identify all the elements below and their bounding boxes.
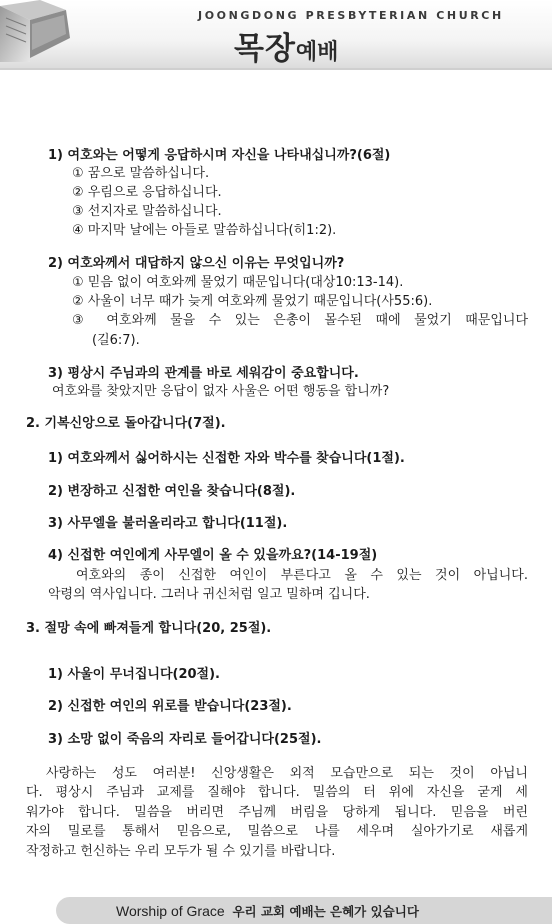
footer-banner [56,897,552,924]
section-2-item: 3) 사무엘을 불러올리라고 합니다(11절). [48,516,288,531]
footer-text [116,902,419,920]
section-3-item: 2) 신접한 여인의 위로를 받습니다(23절). [48,699,292,714]
section-2-paragraph-continued: 악령의 역사입니다. 그러나 귀신처럼 일고 밀하며 깁니다. [48,587,370,602]
list-item: ③ 선지자로 말씀하십니다. [72,204,222,219]
title-sub: 예배 [295,40,339,65]
footer-english: Worship of Grace [116,903,225,919]
question-3-text: 여호와를 찾았지만 응답이 없자 사울은 어떤 행동을 합니까? [52,384,390,399]
section-3-item: 3) 소망 없이 죽음의 자리로 들어갑니다(25절). [48,732,322,747]
title-main: 목장 [234,31,296,67]
list-item: ① 믿음 없이 여호와께 물었기 때문입니다(대상10:13-14). [72,275,404,290]
section-2-item: 1) 여호와께서 싫어하시는 신접한 자와 박수를 찾습니다(1절). [48,451,405,466]
closing-paragraph: 작정하고 헌신하는 우리 모두가 될 수 있기를 바랍니다. [26,844,336,859]
list-item: ② 사울이 너무 때가 늦게 여호와께 물었기 때문입니다(사55:6). [72,294,433,309]
closing-paragraph: 자의 밀로를 통해서 믿음으로, 밀씀으로 나를 세우며 실아가기로 새롭게 [26,824,528,839]
church-name: JOONGDONG PRESBYTERIAN CHURCH [198,9,504,22]
section-2-heading: 2. 기복신앙으로 돌아갑니다(7절). [26,416,226,431]
question-2: 2) 여호와께서 대답하지 않으신 이유는 무엇입니까? [48,256,345,271]
question-3: 3) 평상시 주님과의 관계를 바로 세워감이 중요합니다. [48,366,359,381]
closing-paragraph: 다. 평상시 주님과 교제를 질해야 합니다. 밀씀의 터 위에 자신을 굳게 세 [26,785,528,800]
section-2-item: 4) 신접한 여인에게 사무엘이 올 수 있을까요?(14-19절) [48,548,378,563]
footer-korean: 우리 교회 예배는 은혜가 있습니다 [232,904,419,919]
section-2-item: 2) 변장하고 신접한 여인을 찾습니다(8절). [48,484,296,499]
section-3-heading: 3. 절망 속에 빠져들게 합니다(20, 25절). [26,621,272,636]
list-item: ② 우림으로 응답하십니다. [72,185,222,200]
list-item: ③ 여호와께 물을 수 있는 은총이 몰수된 때에 물었기 때문입니다 [72,313,528,328]
closing-paragraph: 워가야 합니다. 밀씀을 버리면 주님께 버림을 당하게 됩니다. 믿음을 버린 [26,805,528,820]
closing-paragraph: 사랑하는 성도 여러분! 신앙생활은 외적 모습만으로 되는 것이 아닙니 [46,766,528,781]
list-item: ④ 마지막 날에는 아들로 말씀하십니다(히1:2). [72,223,337,238]
section-3-item: 1) 사울이 무너집니다(20절). [48,667,220,682]
section-2-paragraph: 여호와의 종이 신접한 여인이 부른다고 올 수 있는 것이 아닙니다. [76,568,528,583]
list-item: ① 꿈으로 말씀하십니다. [72,166,210,181]
question-1: 1) 여호와는 어떻게 응답하시며 자신을 나타내십니까?(6절) [48,148,391,163]
list-item-continued: (길6:7). [92,333,140,348]
